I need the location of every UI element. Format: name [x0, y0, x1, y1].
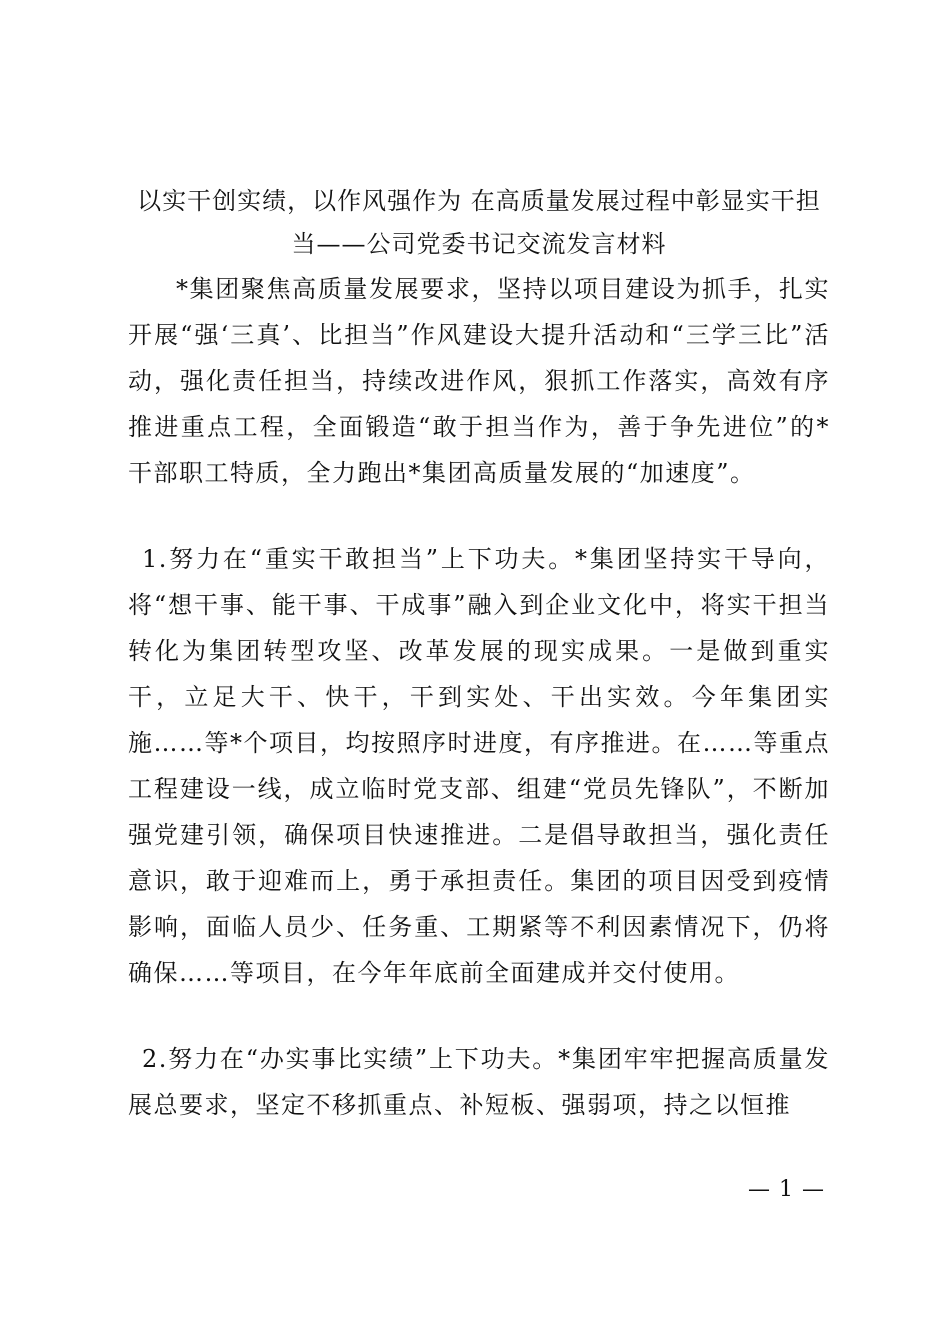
intro-paragraph: *集团聚焦高质量发展要求，坚持以项目建设为抓手，扎实开展“强‘三真’、比担当”作风建设大提升活动和“三学三比”活动，强化责任担当，持续改进作风，狠抓工作落实，高效有序推进重点工程，全面锻造“敢于担当作为，善于争先进位”的*干部职工特质，全力跑出*集团高质量发展的“加速度”。: [128, 275, 830, 487]
title-line-1: 以实干创实绩，以作风强作为 在高质量发展过程中彰显实干担: [137, 187, 821, 215]
document-title: [128, 180, 830, 266]
title-line-2: 当——公司党委书记交流发言材料: [291, 230, 667, 258]
document-body: [128, 180, 830, 1128]
page-number: — 1 —: [748, 1177, 825, 1202]
section-1-paragraph: 1.努力在“重实干敢担当”上下功夫。*集团坚持实干导向，将“想干事、能干事、干成事”融入到企业文化中，将实干担当转化为集团转型攻坚、改革发展的现实成果。一是做到重实干，立足大干、快干，干到实处、干出实效。今年集团实施……等*个项目，均按照序时进度，有序推进。在……等重点工程建设一线，成立临时党支部、组建“党员先锋队”，不断加强党建引领，确保项目快速推进。二是倡导敢担当，强化责任意识，敢于迎难而上，勇于承担责任。集团的项目因受到疫情影响，面临人员少、任务重、工期紧等不利因素情况下，仍将确保……等项目，在今年年底前全面建成并交付使用。: [128, 545, 830, 987]
section-2-paragraph: 2.努力在“办实事比实绩”上下功夫。*集团牢牢把握高质量发展总要求，坚定不移抓重点、补短板、强弱项，持之以恒推: [128, 1045, 830, 1119]
